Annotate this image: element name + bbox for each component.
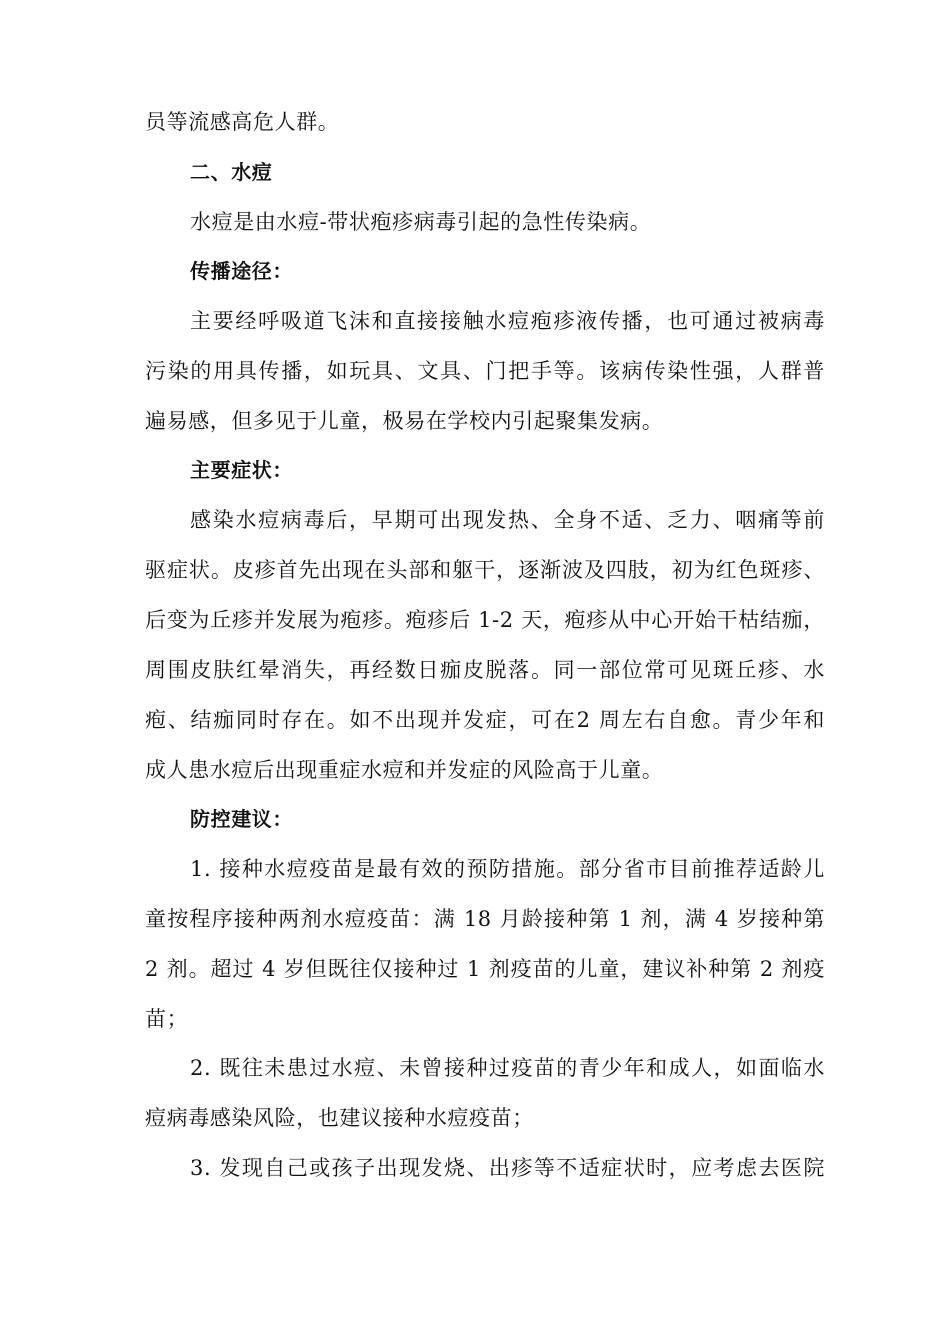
paragraph-line: 员等流感高危人群。: [145, 110, 340, 134]
paragraph-line: 水痘是由水痘-带状疱疹病毒引起的急性传染病。: [190, 210, 652, 234]
subheading-transmission: 传播途径：: [190, 259, 293, 283]
list-item-line: 2 剂。超过 4 岁但既往仅接种过 1 剂疫苗的儿童，建议补种第 2 剂疫: [145, 957, 825, 981]
paragraph-line: 感染水痘病毒后，早期可出现发热、全身不适、乏力、咽痛等前: [190, 508, 825, 532]
list-item-line: 2. 既往未患过水痘、未曾接种过疫苗的青少年和成人，如面临水: [190, 1056, 825, 1080]
list-item-line: 苗；: [145, 1007, 189, 1031]
paragraph-line: 成人患水痘后出现重症水痘和并发症的风险高于儿童。: [145, 758, 664, 782]
list-item-line: 3. 发现自己或孩子出现发烧、出疹等不适症状时，应考虑去医院: [190, 1156, 825, 1180]
list-item-line: 痘病毒感染风险，也建议接种水痘疫苗；: [145, 1106, 534, 1130]
list-item-line: 1. 接种水痘疫苗是最有效的预防措施。部分省市目前推荐适龄儿: [190, 857, 825, 881]
paragraph-line: 后变为丘疹并发展为疱疹。疱疹后 1-2 天，疱疹从中心开始干枯结痂，: [145, 608, 825, 632]
subheading-prevention: 防控建议：: [190, 807, 293, 831]
subheading-symptoms: 主要症状：: [190, 458, 293, 482]
paragraph-line: 主要经呼吸道飞沫和直接接触水痘疱疹液传播，也可通过被病毒: [190, 309, 825, 333]
paragraph-line: 疱、结痂同时存在。如不出现并发症，可在2 周左右自愈。青少年和: [145, 708, 825, 732]
paragraph-line: 污染的用具传播，如玩具、文具、门把手等。该病传染性强，人群普: [145, 359, 825, 383]
paragraph-line: 驱症状。皮疹首先出现在头部和躯干，逐渐波及四肢，初为红色斑疹、: [145, 558, 825, 582]
paragraph-line: 周围皮肤红晕消失，再经数日痂皮脱落。同一部位常可见斑丘疹、水: [145, 658, 825, 682]
list-item-line: 童按程序接种两剂水痘疫苗：满 18 月龄接种第 1 剂，满 4 岁接种第: [145, 907, 825, 931]
section-heading-varicella: 二、水痘: [190, 160, 273, 184]
paragraph-line: 遍易感，但多见于儿童，极易在学校内引起聚集发病。: [145, 409, 664, 433]
